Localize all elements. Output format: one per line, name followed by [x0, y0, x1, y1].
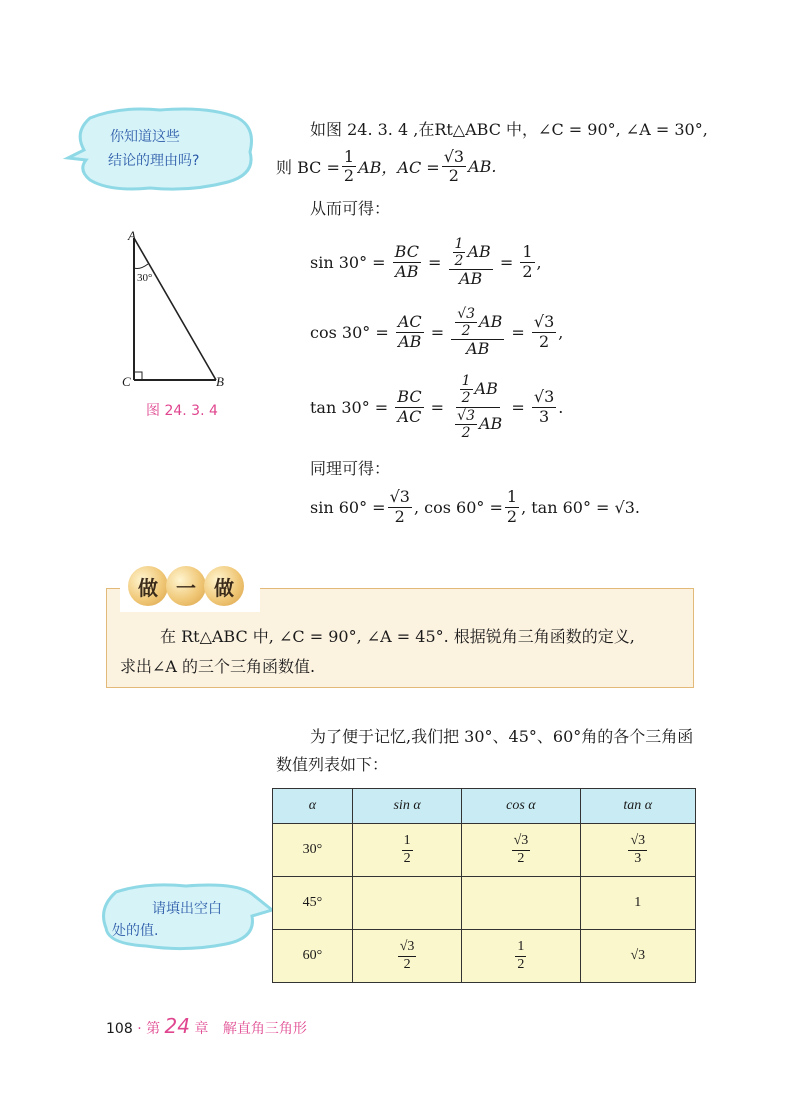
header-tan: tan α: [580, 789, 695, 824]
trig-value-table: [272, 788, 696, 983]
intro-line2: [276, 148, 496, 186]
cos-cell: $\frac{1}{2}$: [462, 930, 580, 983]
angle-cell: 45°: [273, 877, 353, 930]
cos30-label: cos 30°: [310, 322, 371, 342]
bubble-bottom-line2: 处的值.: [112, 923, 159, 939]
table-intro-line1: 为了便于记忆,我们把 30°、45°、60°角的各个三角函: [310, 727, 694, 746]
tan30-equation: tan 30° = $\frac{BC}{AC}$ = $\frac{1}{2}$ AB $\frac{√3}{2}$ AB = $\frac{√3}{3}$ .: [310, 373, 564, 441]
sin-cell: $\frac{√3}{2}$: [352, 930, 461, 983]
vertex-c-label: C: [122, 374, 131, 389]
vertex-b-label: B: [216, 374, 224, 389]
activity-line1: 在 Rt△ABC 中, ∠C = 90°, ∠A = 45°. 根据锐角三角函数的定义,: [160, 627, 635, 646]
thus-label: 从而可得：: [310, 199, 391, 218]
chapter-prefix: 第: [146, 1021, 161, 1037]
page-footer: [106, 1014, 307, 1038]
header-sin: sin α: [352, 789, 461, 824]
cos-cell: $\frac{√3}{2}$: [462, 824, 580, 877]
header-cos: cos α: [462, 789, 580, 824]
bubble-top-line1: 你知道这些: [110, 129, 180, 145]
cos-cell-blank[interactable]: [462, 877, 580, 930]
tan-cell: √3: [580, 930, 695, 983]
vertex-a-label: A: [128, 228, 136, 243]
sixty-degree-values: sin 60° = $\frac{√3}{2}$ , cos 60° = $\frac{1}{2}$ , tan 60° = √3 .: [310, 487, 640, 526]
activity-badge-2: 一: [166, 566, 206, 606]
activity-badge-3: 做: [204, 566, 244, 606]
angle-cell: 30°: [273, 824, 353, 877]
tan30-label: tan 30°: [310, 397, 370, 417]
figure-caption: 图 24. 3. 4: [146, 403, 218, 419]
chapter-number: 24: [164, 1014, 190, 1038]
table-row: [273, 824, 696, 877]
sin-cell-blank[interactable]: [352, 877, 461, 930]
table-header-row: [273, 789, 696, 824]
fraction-sqrt3-half: $\frac{√3}{2}$: [443, 147, 465, 186]
bubble-bottom-line1: 请填出空白: [152, 901, 222, 917]
activity-badge-1: 做: [128, 566, 168, 606]
sin30-label: sin 30°: [310, 252, 368, 272]
angle-cell: 60°: [273, 930, 353, 983]
angle-label: 30°: [137, 272, 153, 284]
thought-bubble-top: [60, 104, 260, 194]
page-number: 108: [106, 1021, 133, 1037]
intro-line1: 如图 24. 3. 4 ,在Rt△ABC 中，∠C = 90°, ∠A = 30°,: [310, 120, 708, 139]
table-row: [273, 930, 696, 983]
triangle-figure: [118, 228, 238, 393]
table-intro-line2: 数值列表如下：: [276, 755, 389, 774]
intro-line2-suffix: AB.: [468, 157, 497, 177]
intro-line2-mid: AB，AC =: [358, 158, 440, 178]
sin-cell: $\frac{1}{2}$: [352, 824, 461, 877]
bubble-top-line2: 结论的理由吗?: [108, 153, 200, 169]
chapter-title: 解直角三角形: [222, 1021, 307, 1037]
sin30-equation: sin 30° = $\frac{BC}{AB}$ = $\frac{1}{2}$ AB AB = $\frac{1}{2}$ ,: [310, 235, 542, 288]
tan-cell: $\frac{√3}{3}$: [580, 824, 695, 877]
chapter-suffix: 章: [194, 1021, 209, 1037]
activity-text: [120, 622, 680, 682]
intro-line2-prefix: 则 BC =: [276, 158, 340, 178]
tan-cell: 1: [580, 877, 695, 930]
footer-dot: ·: [137, 1021, 142, 1037]
fraction-half: $\frac{1}{2}$: [343, 147, 355, 186]
similarly-label: 同理可得：: [310, 459, 391, 478]
header-alpha: α: [273, 789, 353, 824]
cos30-equation: cos 30° = $\frac{AC}{AB}$ = $\frac{√3}{2}$ AB AB = $\frac{√3}{2}$ ,: [310, 305, 564, 358]
activity-line2: 求出∠A 的三个三角函数值.: [120, 657, 316, 676]
table-row: [273, 877, 696, 930]
